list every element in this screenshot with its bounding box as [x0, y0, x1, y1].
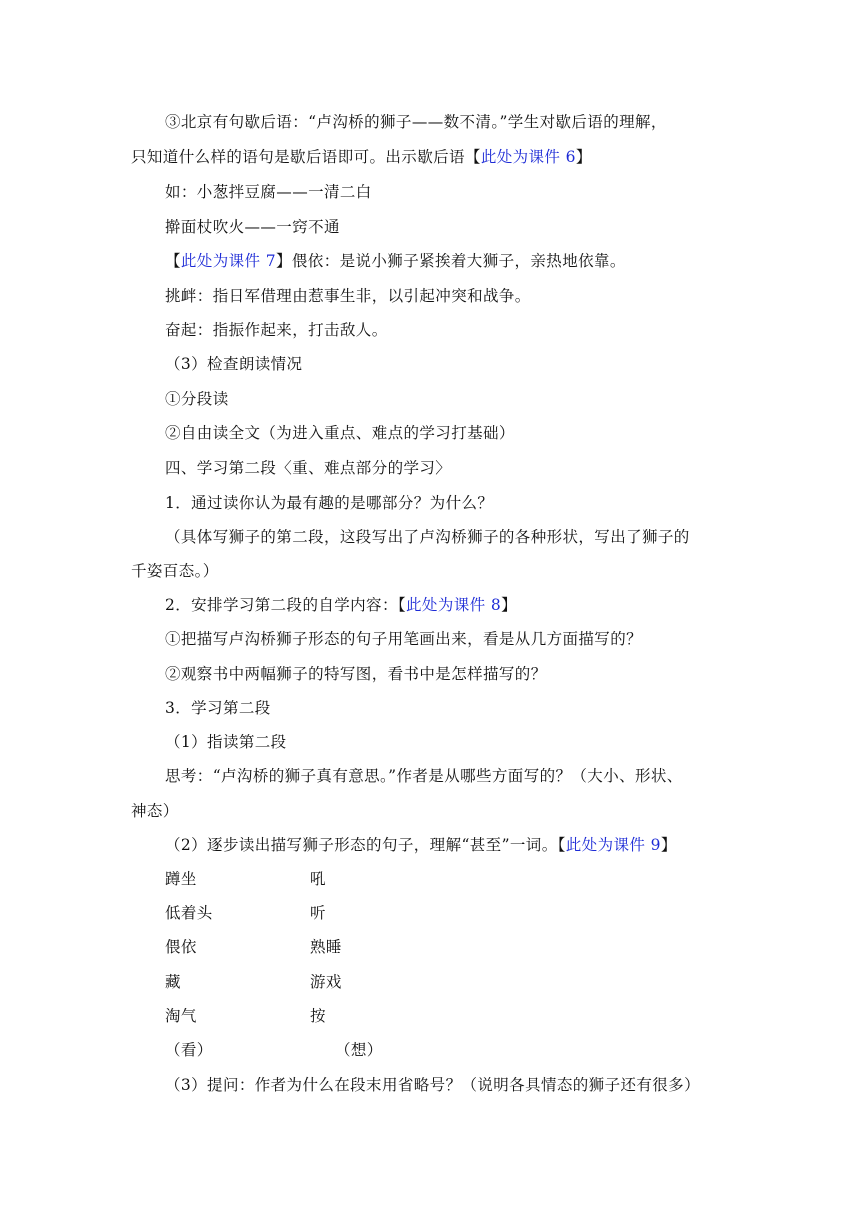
word-left: 偎依 [165, 938, 197, 956]
word-pair-row [165, 903, 213, 923]
text-line: 思考：“卢沟桥的狮子真有意思。”作者是从哪些方面写的？（大小、形状、 [165, 767, 683, 785]
text-line: 3．学习第二段 [165, 699, 271, 717]
text-span: （2）逐步读出描写狮子形态的句子，理解“甚至”一词。【 [165, 836, 566, 854]
word-right: 听 [310, 904, 326, 922]
text-line: （1）指读第二段 [165, 733, 287, 751]
section-heading: 四、学习第二段〈重、难点部分的学习〉 [165, 459, 452, 477]
text-line: ③北京有句歇后语：“卢沟桥的狮子——数不清。”学生对歇后语的理解， [165, 113, 667, 131]
word-pair-row [165, 869, 197, 889]
courseware-link-7[interactable]: 此处为课件 7 [180, 252, 276, 270]
word-right: 熟睡 [310, 938, 342, 956]
look-label: （看） [165, 1041, 213, 1059]
courseware-link-6[interactable]: 此处为课件 6 [480, 148, 576, 166]
text-line: 如：小葱拌豆腐——一清二白 [165, 183, 372, 201]
text-line: （3）检查朗读情况 [165, 355, 303, 373]
text-line [131, 147, 592, 167]
think-label: （想） [335, 1041, 383, 1059]
text-line: 奋起：指振作起来，打击敌人。 [165, 321, 388, 339]
text-line: 1．通过读你认为最有趣的是哪部分？为什么？ [165, 494, 494, 512]
text-line [165, 835, 677, 855]
text-line: 千姿百态。） [131, 562, 219, 580]
text-span: 】 [575, 148, 592, 166]
text-line: ①把描写卢沟桥狮子形态的句子用笔画出来，看是从几方面描写的？ [165, 630, 643, 648]
word-left: 蹲坐 [165, 870, 197, 888]
text-span: 】 [501, 596, 518, 614]
word-right: 吼 [310, 870, 326, 888]
text-line: （3）提问：作者为什么在段末用省略号？（说明各具情态的狮子还有很多） [165, 1076, 700, 1094]
text-line [165, 595, 517, 615]
courseware-link-9[interactable]: 此处为课件 9 [565, 836, 661, 854]
text-line: （具体写狮子的第二段，这段写出了卢沟桥狮子的各种形状，写出了狮子的 [165, 528, 690, 546]
text-line [165, 251, 626, 271]
word-pair-row [165, 937, 197, 957]
word-right: 游戏 [310, 973, 342, 991]
word-right: 按 [310, 1007, 326, 1025]
word-left: 低着头 [165, 904, 213, 922]
text-line: ②观察书中两幅狮子的特写图，看书中是怎样描写的？ [165, 665, 547, 683]
word-left: 藏 [165, 973, 181, 991]
text-line: 擀面杖吹火——一窍不通 [165, 218, 340, 236]
text-span: 2．安排学习第二段的自学内容：【 [165, 596, 407, 614]
text-line: 神态） [131, 802, 179, 820]
text-line: ②自由读全文（为进入重点、难点的学习打基础） [165, 424, 515, 442]
text-span: 】偎依：是说小狮子紧挨着大狮子，亲热地依靠。 [276, 252, 626, 270]
text-line: 挑衅：指日军借理由惹事生非，以引起冲突和战争。 [165, 287, 531, 305]
courseware-link-8[interactable]: 此处为课件 8 [406, 596, 502, 614]
text-span: 】 [660, 836, 677, 854]
text-span: 只知道什么样的语句是歇后语即可。出示歇后语【 [131, 148, 481, 166]
word-pair-row [165, 972, 181, 992]
text-line: ①分段读 [165, 390, 229, 408]
word-left: 淘气 [165, 1007, 197, 1025]
text-span: 【 [165, 252, 181, 270]
word-pair-row [165, 1006, 197, 1026]
